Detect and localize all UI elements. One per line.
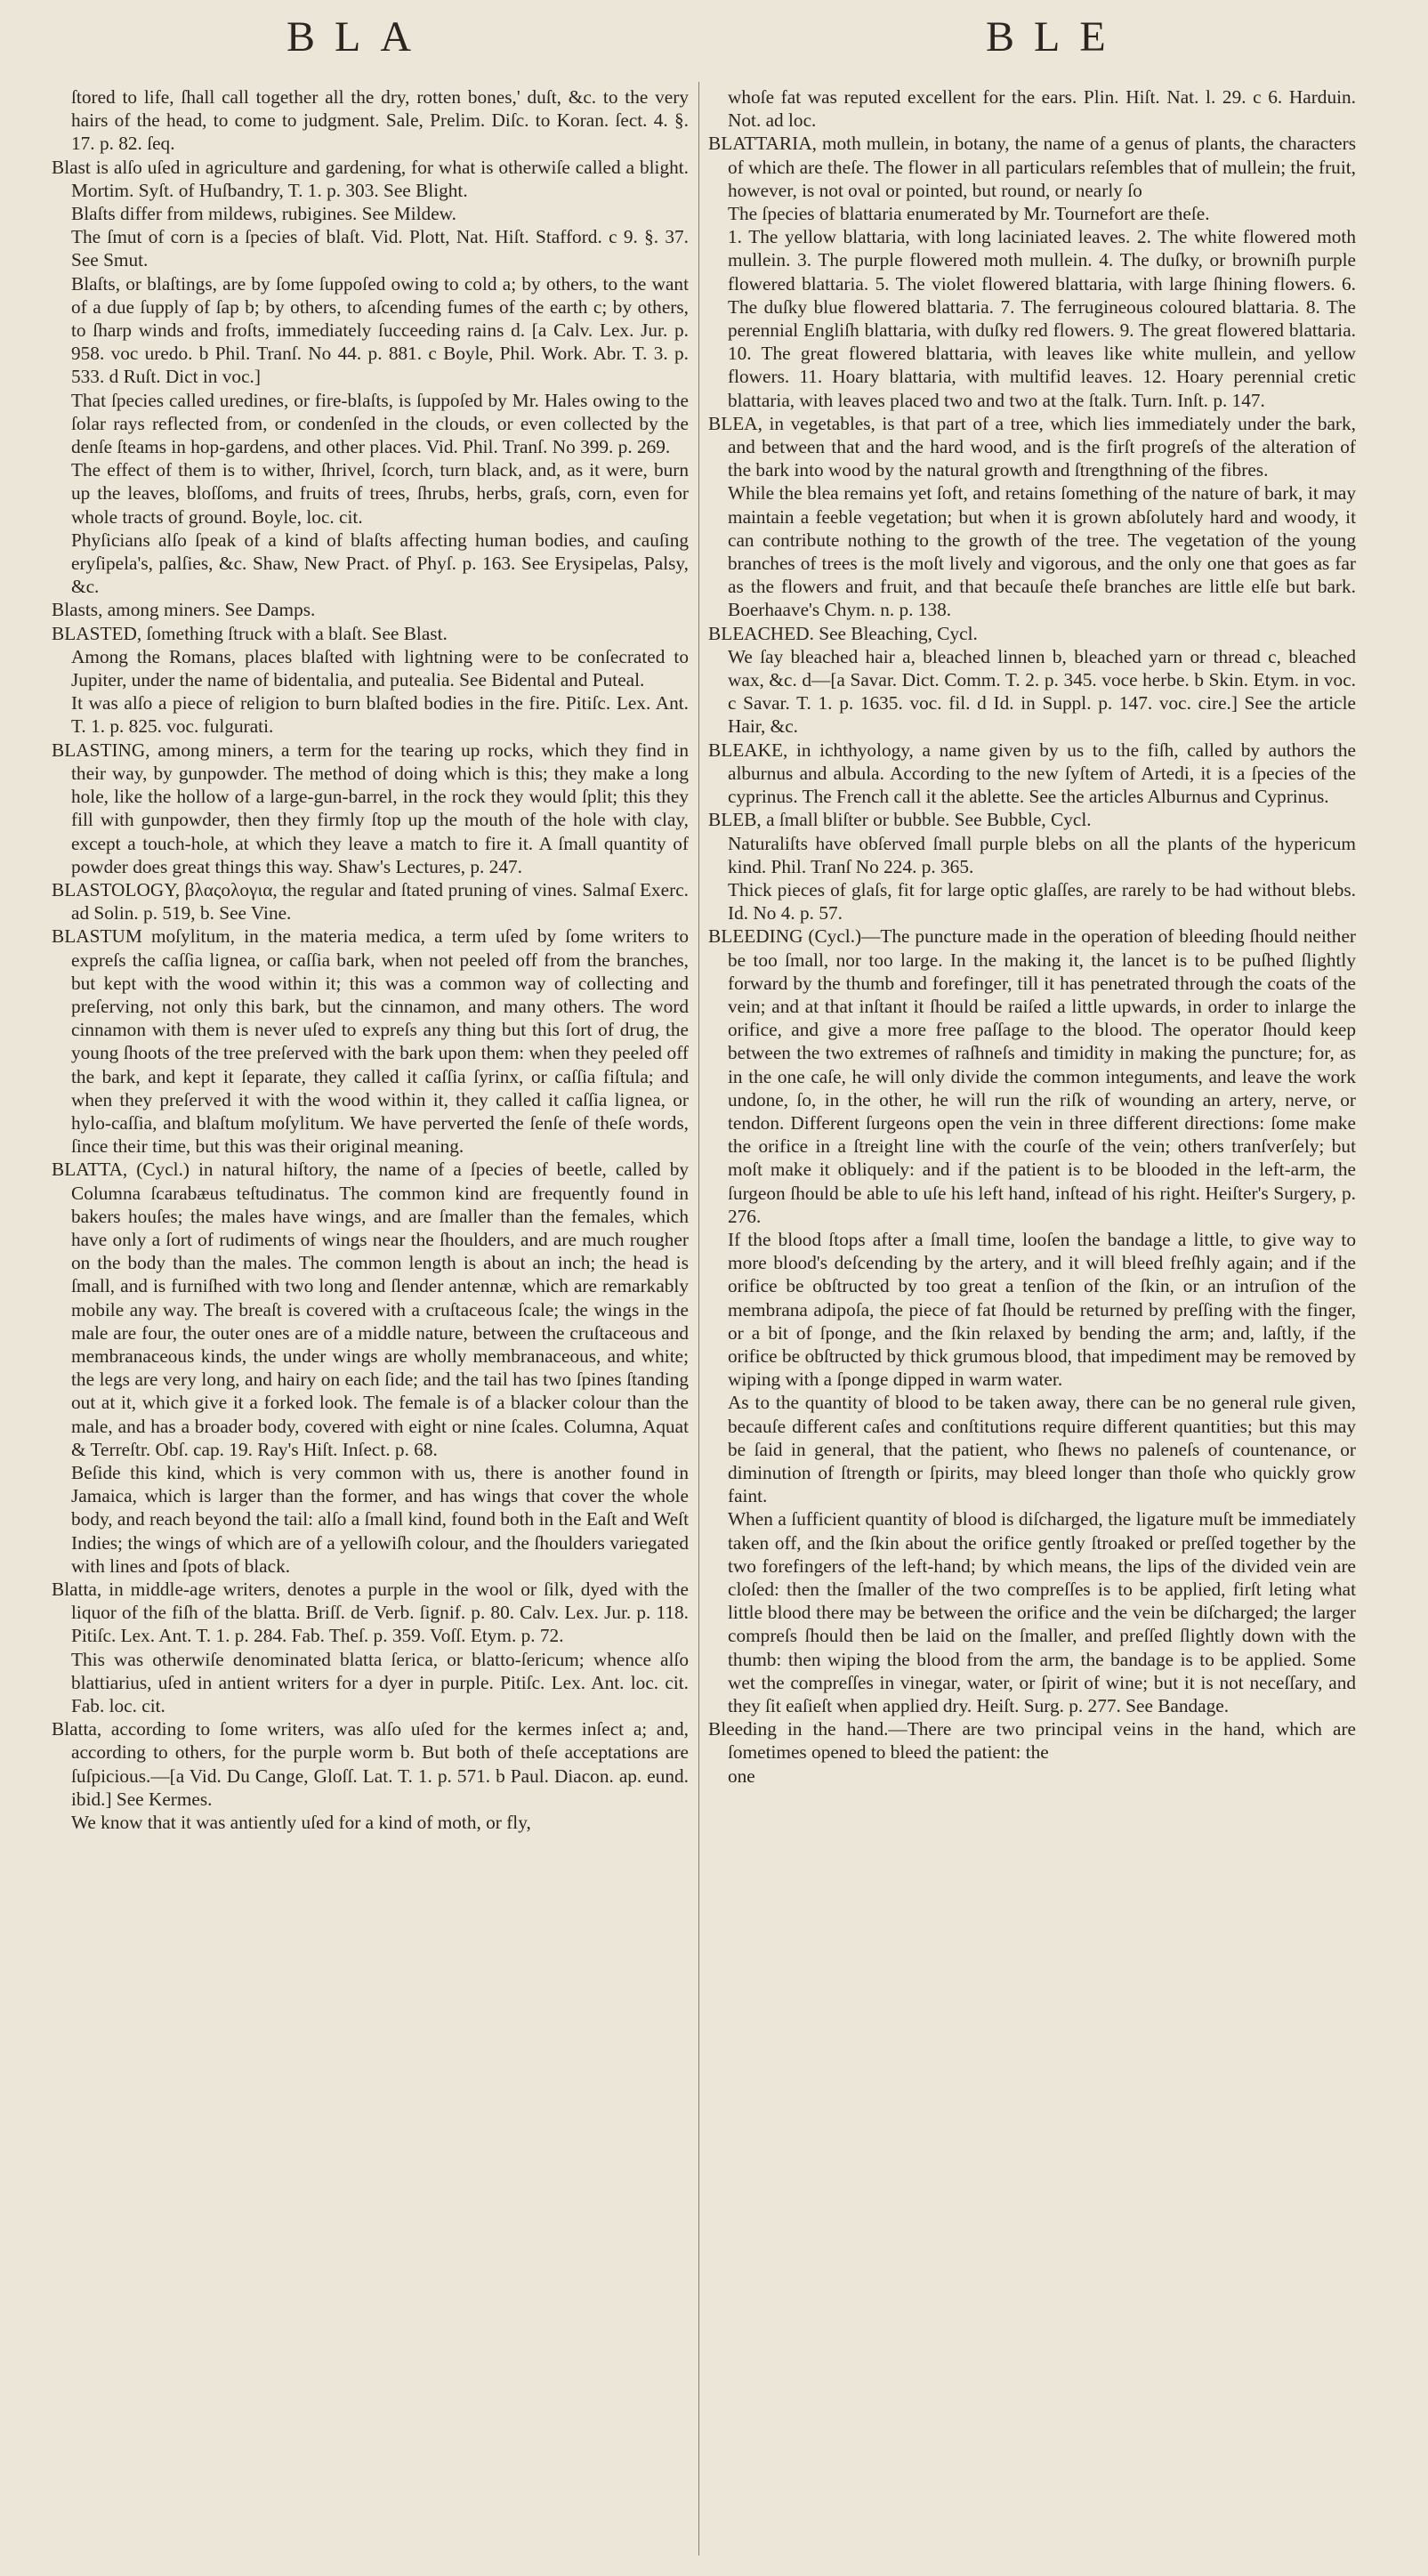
paragraph: whoſe fat was reputed excellent for the ears. Plin. Hiſt. Nat. l. 29. c 6. Harduin. Not. ad loc. [728, 86, 1356, 132]
entry-paragraph: Blast is alſo uſed in agriculture and gardening, for what is otherwiſe called a blight. Mortim. Syſt. of Huſbandry, T. 1. p. 303. See Blight. [52, 156, 689, 201]
paragraph: ſtored to life, ſhall call together all the dry, rotten bones,' duſt, &c. to the very hairs of the head, to come to judgment. Sale, Prelim. Diſc. to Koran. ſect. 4. §. 17. p. 82. ſeq. [71, 86, 689, 155]
entry-paragraph: Blatta, according to ſome writers, was alſo uſed for the kermes inſect a; and, according to others, for the purple worm b. But both of theſe acceptations are ſuſpicious.—[a Vid. Du Cange, Gloſſ. Lat. T. 1. p. 571. b Paul. Diacon. ap. eund. ibid.] See Kermes. [52, 1718, 689, 1810]
paragraph: one [728, 1764, 755, 1787]
running-head-right: BLE [986, 13, 1125, 61]
paragraph: When a ſufficient quantity of blood is diſcharged, the ligature muſt be immediately taken off, and the ſkin about the orifice gently ſtroaked or preſſed together by the two forefingers of the left-hand; by which means, the lips of the divided vein are cloſed: then the ſmaller of the two compreſſes is to be applied, firſt leting what little blood there may be between the orifice and the vein be diſcharged; the larger compreſs ſhould then be laid on the ſmaller, and preſſed ſlightly down with the thumb: then wiping the blood from the arm, the bandage is to be applied. Some wet the compreſſes in vinegar, water, or ſpirit of wine; but it is not neceſſary, and they ſit eaſieſt when applied dry. Heiſt. Surg. p. 277. See Bandage. [728, 1508, 1356, 1717]
column-divider [698, 82, 699, 2556]
paragraph: This was otherwiſe denominated blatta ſerica, or blatto-ſericum; whence alſo blattiarius, uſed in antient writers for a dyer in purple. Pitiſc. Lex. Ant. loc. cit. Fab. loc. cit. [71, 1648, 689, 1717]
paragraph: Phyſicians alſo ſpeak of a kind of blaſts affecting human bodies, and cauſing eryſipela's, palſies, &c. Shaw, New Pract. of Phyſ. p. 163. See Erysipelas, Palsy, &c. [71, 529, 689, 598]
paragraph: The ſpecies of blattaria enumerated by Mr. Tournefort are theſe. [728, 203, 1210, 225]
left-column [52, 85, 689, 1834]
entry-paragraph: BLATTARIA, moth mullein, in botany, the name of a genus of plants, the characters of which are theſe. The flower in all particulars reſembles that of mullein; the fruit, however, is not oval or pointed, but round, or nearly ſo [708, 133, 1356, 201]
entry-paragraph: Blasts, among miners. See Damps. [52, 599, 316, 621]
paragraph: The ſmut of corn is a ſpecies of blaſt. Vid. Plott, Nat. Hiſt. Stafford. c 9. §. 37. See Smut. [71, 226, 689, 271]
entry-paragraph: BLASTUM moſylitum, in the materia medica, a term uſed by ſome writers to expreſs the caſſia lignea, or caſſia bark, when not peeled off from the branches, but kept with the wood within it; this was a common way of collecting and preſerving, not only this bark, but the cinnamon, and many others. The word cinnamon with them is never uſed to expreſs any thing but this ſort of drug, the young ſhoots of the tree preſerved with the bark upon them: when they peeled off the bark, and kept it ſeparate, they called it caſſia ſyrinx, or caſſia fiſtula; and when they preſerved it with the wood within it, they called it caſſia lignea, or hylo-caſſia, and blaſtum moſylitum. We have perverted the ſenſe of theſe words, ſince their time, but this was their original meaning. [52, 925, 689, 1158]
paragraph: Thick pieces of glaſs, fit for large optic glaſſes, are rarely to be had without blebs. Id. No 4. p. 57. [728, 878, 1356, 925]
paragraph: We ſay bleached hair a, bleached linnen b, bleached yarn or thread c, bleached wax, &c. d—[a Savar. Dict. Comm. T. 2. p. 345. voce herbe. b Skin. Etym. in voc. c Savar. T. 1. p. 1635. voc. fil. d Id. in Suppl. p. 147. voc. cire.] See the article Hair, &c. [728, 645, 1356, 738]
entry-paragraph: Bleeding in the hand.—There are two principal veins in the hand, which are ſometimes opened to bleed the patient: the [708, 1718, 1356, 1764]
entry-paragraph: BLEB, a ſmall bliſter or bubble. See Bubble, Cycl. [708, 809, 1092, 831]
paragraph: Beſide this kind, which is very common with us, there is another found in Jamaica, which is larger than the former, and has wings that cover the whole body, and reach beyond the tail: alſo a ſmall kind, found both in the Eaſt and Weſt Indies; the wings of which are of a yellowiſh colour, and the ſhoulders variegated with lines and ſpots of black. [71, 1461, 689, 1577]
paragraph: We know that it was antiently uſed for a kind of moth, or fly, [71, 1812, 531, 1834]
paragraph: As to the quantity of blood to be taken away, there can be no general rule given, becauſe different caſes and conſtitutions require different quantities; but this may be ſaid in general, that the patient, who ſhews no paleneſs of countenance, or diminution of ſtrength or ſpirits, may bleed longer than thoſe who quickly grow faint. [728, 1392, 1356, 1507]
paragraph: Naturaliſts have obſerved ſmall purple blebs on all the plants of the hypericum kind. Phil. Tranſ No 224. p. 365. [728, 832, 1356, 877]
entry-paragraph: BLEACHED. See Bleaching, Cycl. [708, 622, 978, 644]
entry-paragraph: BLEEDING (Cycl.)—The puncture made in the operation of bleeding ſhould neither be too ſmall, nor too large. In the making it, the lancet is to be puſhed ſlightly forward by the thumb and forefinger, till it has penetrated through the coats of the vein; and at that inſtant it ſhould be raiſed a little upwards, in order to inlarge the orifice, and give a more free paſſage to the blood. The operator ſhould keep between the two extremes of raſhneſs and timidity in making the puncture; for, as in the one caſe, he will only divide the common integuments, and leave the work undone, ſo, in the other, he will run the riſk of wounding an artery, nerve, or tendon. Different ſurgeons open the vein in three different directions: ſome make the orifice in a ſtreight line with the courſe of the vein; others tranſverſely; but moſt make it obliquely: and if the patient is to be blooded in the left-arm, the ſurgeon ſhould be able to uſe his left hand, inſtead of his right. Heiſter's Surgery, p. 276. [708, 925, 1356, 1227]
paragraph: The effect of them is to wither, ſhrivel, ſcorch, turn black, and, as it were, burn up the leaves, bloſſoms, and fruits of trees, ſhrubs, herbs, graſs, corn, even for whole tracts of ground. Boyle, loc. cit. [71, 459, 689, 528]
paragraph: That ſpecies called uredines, or fire-blaſts, is ſuppoſed by Mr. Hales owing to the ſolar rays reflected from, or condenſed in the clouds, or even collected by the denſe ſteams in hop-gardens, and other places. Vid. Phil. Tranſ. No 399. p. 269. [71, 389, 689, 458]
running-head-left: BLA [286, 13, 431, 61]
entry-paragraph: BLASTED, ſomething ſtruck with a blaſt. See Blast. [52, 622, 448, 644]
entry-paragraph: BLEA, in vegetables, is that part of a tree, which lies immediately under the bark, and between that and the hard wood, and is the firſt progreſs of the alteration of the bark into wood by the natural growth and ſtrengthning of the fibres. [708, 412, 1356, 481]
entry-paragraph: BLATTA, (Cycl.) in natural hiſtory, the name of a ſpecies of beetle, called by Columna ſcarabæus teſtudinatus. The common kind are frequently found in bakers houſes; the males have wings, and are ſmaller than the females, which have only a ſort of rudiments of wings near the ſhoulders, and are much rougher on the body than the males. The common length is about an inch; the head is ſmall, and is furniſhed with two long and ſlender antennæ, which are remarkably mobile any way. The breaſt is covered with a cruſtaceous ſcale; the wings in the male are four, the outer ones are of a middle nature, between the cruſtaceous and membranaceous kinds, the under wings are wholly membranaceous, and white; the legs are very long, and hairy on each ſide; and the tail has two ſpines ſtanding out at it, which give it a forked look. The female is of a blacker colour than the male, and has a broader body, covered with eight or nine ſcales. Columna, Aquat & Terreſtr. Obſ. cap. 19. Ray's Hiſt. Inſect. p. 68. [52, 1159, 689, 1460]
paragraph: Blaſts differ from mildews, rubigines. See Mildew. [71, 203, 456, 225]
paragraph: If the blood ſtops after a ſmall time, looſen the bandage a little, to give way to more blood's deſcending by the artery, and it will bleed freſhly again; and if the orifice be obſtructed by too great a tenſion of the ſkin, or an intruſion of the membrana adipoſa, the piece of fat ſhould be returned by preſſing with the finger, or a bit of ſponge, and the ſkin relaxed by bending the arm; and, laſtly, if the orifice be obſtructed by thick grumous blood, that impediment may be removed by wiping with a ſponge dipped in warm water. [728, 1228, 1356, 1391]
paragraph: It was alſo a piece of religion to burn blaſted bodies in the fire. Pitiſc. Lex. Ant. T. 1. p. 825. voc. fulgurati. [71, 692, 689, 738]
right-column [708, 85, 1356, 1788]
paragraph: Among the Romans, places blaſted with lightning were to be conſecrated to Jupiter, under the name of bidentalia, and putealia. See Bidental and Puteal. [71, 645, 689, 691]
paragraph: While the blea remains yet ſoft, and retains ſomething of the nature of bark, it may maintain a feeble vegetation; but when it is grown abſolutely hard and woody, it can contribute nothing to the growth of the tree. The vegetation of the young branches of trees is the moſt lively and vigorous, and the only one that goes as far as the flowers and fruit, and that becauſe theſe branches are little elſe but bark. Boerhaave's Chym. n. p. 138. [728, 482, 1356, 621]
paragraph: 1. The yellow blattaria, with long laciniated leaves. 2. The white flowered moth mullein. 3. The purple flowered moth mullein. 4. The duſky, or browniſh purple flowered blattaria. 5. The violet flowered blattaria, with large ſhining flowers. 6. The duſky blue flowered blattaria. 7. The ferrugineous coloured blattaria. 8. The perennial Engliſh blattaria, with duſky red flowers. 9. The great flowered blattaria. 10. The great flowered blattaria, with leaves like white mullein, and yellow flowers. 11. Hoary blattaria, with multifid leaves. 12. Hoary perennial cretic blattaria, with leaves placed two and two at the ſtalk. Turn. Inſt. p. 147. [728, 226, 1356, 411]
paragraph: Blaſts, or blaſtings, are by ſome ſuppoſed owing to cold a; by others, to the want of a due ſupply of ſap b; by others, to aſcending fumes of the earth c; by others, to ſharp winds and froſts, immediately ſucceeding rains d. [a Calv. Lex. Jur. p. 958. voc uredo. b Phil. Tranſ. No 44. p. 881. c Boyle, Phil. Work. Abr. T. 3. p. 533. d Ruſt. Dict in voc.] [71, 272, 689, 388]
entry-paragraph: BLASTOLOGY, βλαςολογια, the regular and ſtated pruning of vines. Salmaſ Exerc. ad Solin. p. 519, b. See Vine. [52, 878, 689, 925]
entry-paragraph: Blatta, in middle-age writers, denotes a purple in the wool or ſilk, dyed with the liquor of the fiſh of the blatta. Briſſ. de Verb. ſignif. p. 80. Calv. Lex. Jur. p. 118. Pitiſc. Lex. Ant. T. 1. p. 284. Fab. Theſ. p. 359. Voſſ. Etym. p. 72. [52, 1579, 689, 1647]
entry-paragraph: BLASTING, among miners, a term for the tearing up rocks, which they find in their way, by gunpowder. The method of doing which is this; they make a long hole, like the hollow of a large-gun-barrel, in the rock they would ſplit; this they fill with gunpowder, then they firmly ſtop up the mouth of the hole with clay, except a touch-hole, at which they leave a match to fire it. A ſmall quantity of powder does great things this way. Shaw's Lectures, p. 247. [52, 739, 689, 877]
entry-paragraph: BLEAKE, in ichthyology, a name given by us to the fiſh, called by authors the alburnus and albula. According to the new ſyſtem of Artedi, it is a ſpecies of the cyprinus. The French call it the ablette. See the articles Alburnus and Cyprinus. [708, 739, 1356, 808]
